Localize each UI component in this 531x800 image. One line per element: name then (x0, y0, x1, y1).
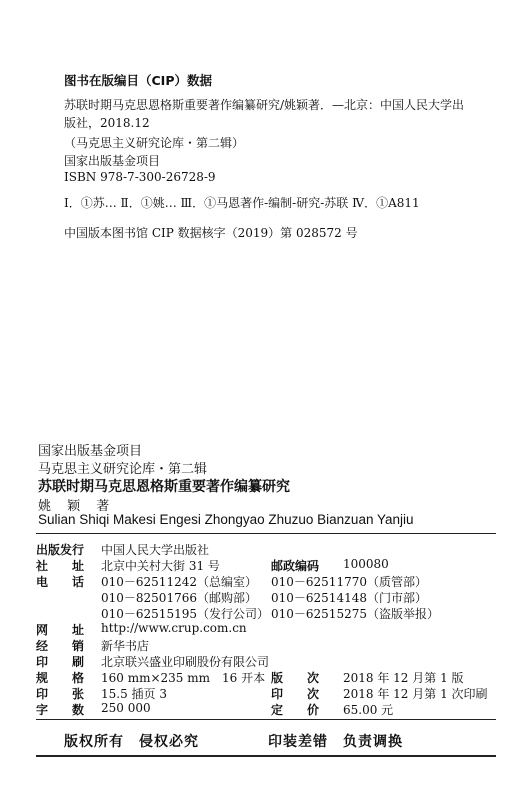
address-value: 北京中关村大街 31 号 (101, 559, 220, 573)
publisher-value: 中国人民大学出版社 (101, 543, 210, 557)
cip-heading: 图书在版编目（CIP）数据 (64, 73, 212, 88)
print-label: 印 刷 (36, 655, 85, 669)
pinyin-title: Sulian Shiqi Makesi Engesi Zhongyao Zhuzuo Bianzuan Yanjiu (38, 512, 414, 527)
price-label: 定 价 (271, 703, 320, 717)
words-value: 250 000 (101, 701, 151, 715)
phone-right-3: 010－62515275（盗版举报） (271, 607, 439, 621)
phone-right-2: 010－62514148（门市部） (271, 591, 427, 605)
cip-line-3: （马克思主义研究论库・第二辑） (64, 136, 245, 150)
edition-label: 版 次 (271, 671, 320, 685)
phone-right-1: 010－62511770（质管部） (271, 575, 427, 589)
cip-line-4: 国家出版基金项目 (64, 154, 161, 168)
author: 姚 颖 著 (38, 499, 116, 514)
web-label: 网 址 (36, 623, 85, 637)
divider-footer (36, 755, 496, 757)
web-value: http://www.crup.com.cn (101, 621, 247, 635)
printer-value: 北京联兴盛业印刷股份有限公司 (101, 655, 270, 669)
postcode-label: 邮政编码 (271, 559, 320, 573)
cip-classification: Ⅰ．①苏… Ⅱ．①姚… Ⅲ．①马恩著作-编制-研究-苏联 Ⅳ．①A811 (64, 196, 420, 210)
postcode-value: 100080 (343, 557, 389, 571)
phone-left-3: 010－62515195（发行公司） (101, 607, 269, 621)
price-value: 65.00 元 (343, 703, 394, 717)
cip-line-1: 苏联时期马克思恩格斯重要著作编纂研究/姚颖著．—北京：中国人民大学出 (64, 98, 465, 112)
sheets-value: 15.5 插页 3 (101, 687, 167, 701)
divider-top (36, 533, 496, 534)
phone-left-1: 010－62511242（总编室） (101, 575, 257, 589)
fund-line: 国家出版基金项目 (38, 444, 143, 459)
cip-record: 中国版本图书馆 CIP 数据核字（2019）第 028572 号 (64, 226, 358, 240)
dist-label: 经 销 (36, 639, 85, 653)
edition-value: 2018 年 12 月第 1 版 (343, 671, 464, 685)
cip-isbn: ISBN 978-7-300-26728-9 (64, 170, 216, 184)
phone-label: 电 话 (36, 575, 85, 589)
divider-bottom (36, 719, 496, 720)
series-line: 马克思主义研究论库・第二辑 (38, 462, 208, 477)
book-title: 苏联时期马克思恩格斯重要著作编纂研究 (38, 479, 290, 495)
dist-value: 新华书店 (101, 639, 150, 653)
footer-rights: 版权所有 侵权必究 (64, 734, 199, 750)
spec-value: 160 mm×235 mm 16 开本 (101, 671, 266, 685)
publisher-label: 出版发行 (36, 543, 85, 557)
address-label: 社 址 (36, 559, 85, 573)
words-label: 字 数 (36, 703, 85, 717)
footer-replacement: 印装差错 负责调换 (268, 734, 403, 750)
printing-value: 2018 年 12 月第 1 次印刷 (343, 687, 488, 701)
spec-label: 规 格 (36, 671, 85, 685)
printing-label: 印 次 (271, 687, 320, 701)
sheets-label: 印 张 (36, 687, 85, 701)
phone-left-2: 010－82501766（邮购部） (101, 591, 257, 605)
cip-line-2: 版社，2018.12 (64, 116, 150, 130)
